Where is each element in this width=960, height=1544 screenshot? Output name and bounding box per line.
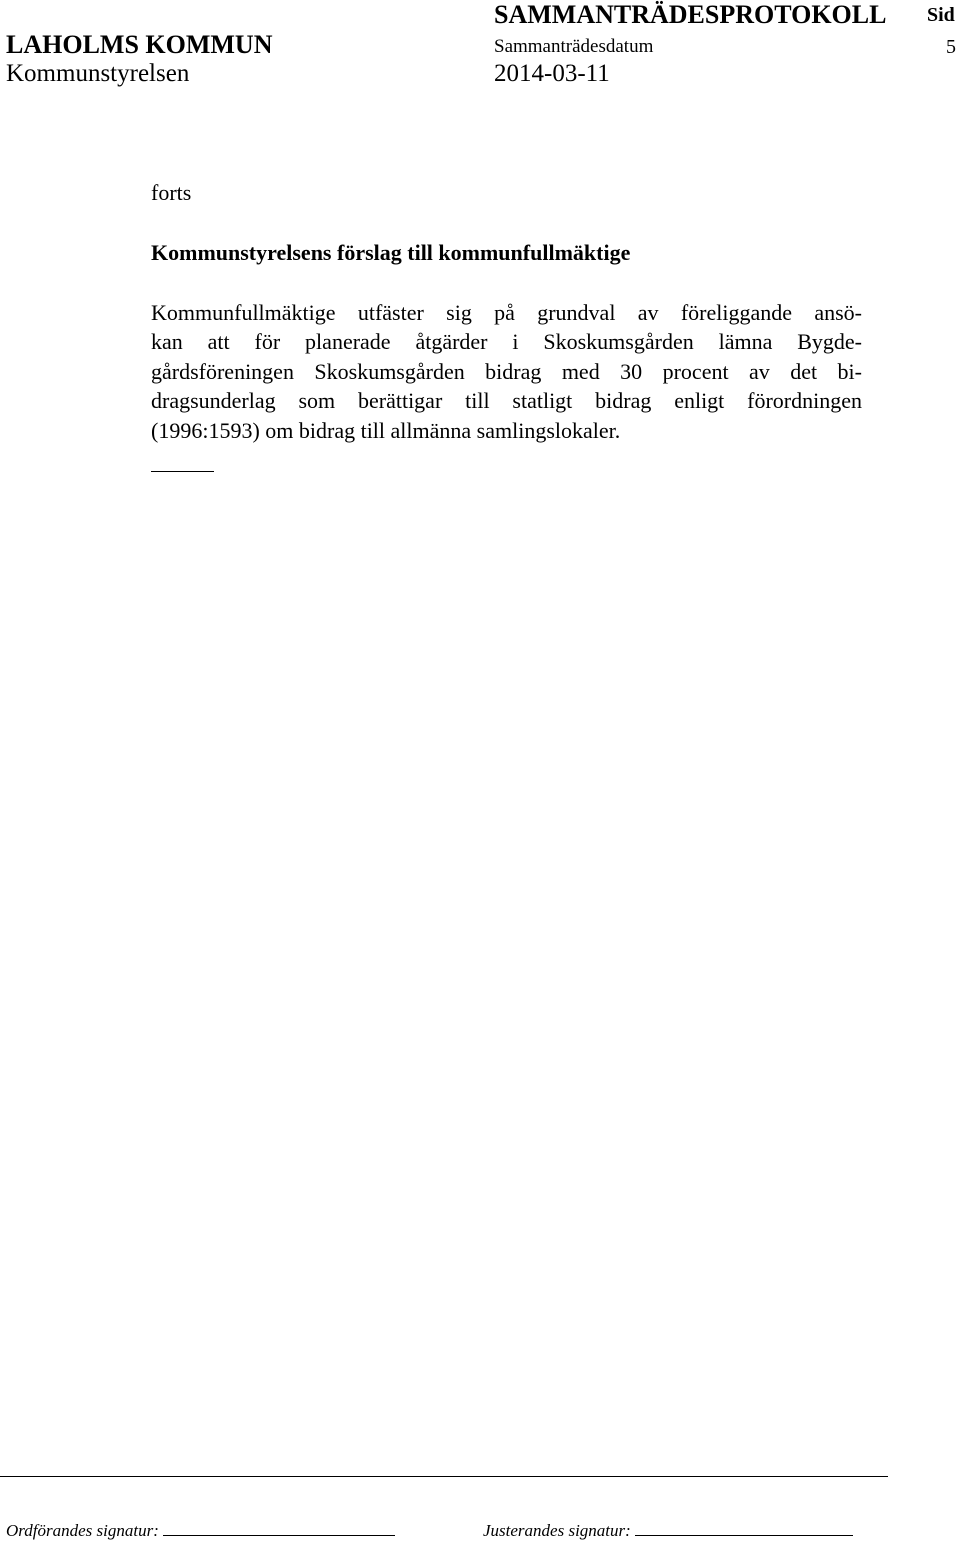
paragraph-line: kan att för planerade åtgärder i Skoskumsgården lämna Bygde- — [151, 329, 862, 355]
document-title: SAMMANTRÄDESPROTOKOLL — [494, 0, 887, 29]
proposal-paragraph — [151, 298, 862, 445]
meeting-date-label: Sammanträdesdatum — [494, 36, 654, 57]
paragraph-line: (1996:1593) om bidrag till allmänna samlingslokaler. — [151, 417, 621, 443]
chair-signature-label: Ordförandes signatur: — [6, 1521, 159, 1540]
adjuster-signature — [483, 1521, 853, 1541]
footer-divider — [0, 1476, 888, 1477]
page-number: 5 — [946, 36, 956, 58]
paragraph-line: Kommunfullmäktige utfäster sig på grundval av föreliggande ansö- — [151, 300, 862, 325]
department: Kommunstyrelsen — [6, 60, 190, 87]
paragraph-line: gårdsföreningen Skoskumsgården bidrag med 30 procent av det bi- — [151, 358, 862, 384]
page-label: Sid — [927, 4, 955, 26]
org-name: LAHOLMS KOMMUN — [6, 30, 273, 59]
continuation-note: forts — [151, 180, 192, 205]
paragraph-line: dragsunderlag som berättigar till statligt bidrag enligt förordningen — [151, 388, 862, 414]
section-heading: Kommunstyrelsens förslag till kommunfullmäktige — [151, 240, 631, 265]
meeting-date: 2014-03-11 — [494, 60, 610, 87]
chair-signature-line — [163, 1521, 395, 1536]
chair-signature — [6, 1521, 395, 1541]
adjuster-signature-line — [635, 1521, 853, 1536]
adjuster-signature-label: Justerandes signatur: — [483, 1521, 631, 1540]
section-end-mark — [151, 471, 214, 472]
